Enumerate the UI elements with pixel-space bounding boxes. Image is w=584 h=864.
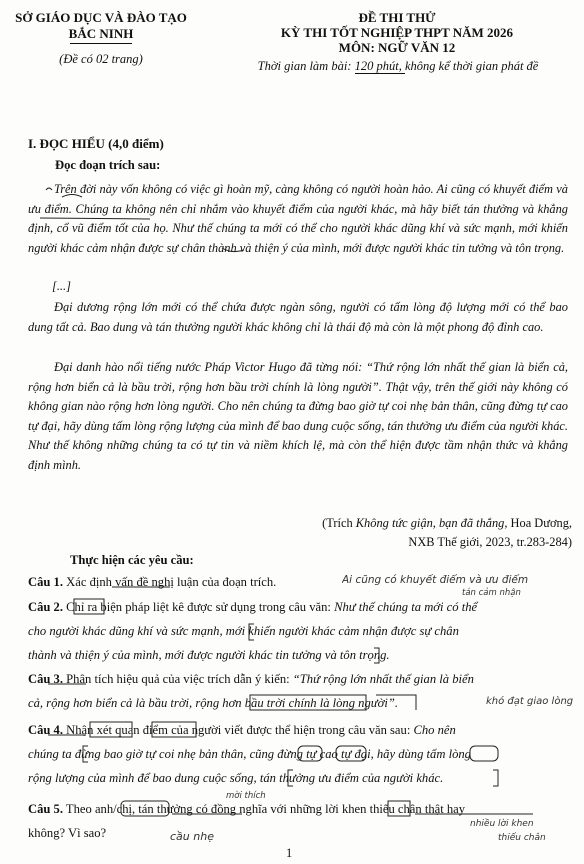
q4-text: Nhận xét quan điểm của người viết được thể hiện trong câu văn sau: — [63, 723, 414, 737]
time-prefix: Thời gian làm bài: — [257, 59, 355, 73]
pen-circle-hay — [470, 746, 498, 761]
q5-text: Theo anh/chị, tán thưởng có đồng nghĩa với những lời khen thiếu chân thật hay — [63, 802, 466, 816]
q5-handwriting-2: nhiều lời khen — [470, 819, 534, 829]
q1-label: Câu 1. — [28, 575, 63, 589]
citation-line-2: NXB Thế giới, 2023, tr.283-284) — [408, 535, 572, 549]
time-allowed — [212, 59, 584, 74]
citation-author: , Hoa Dương, — [504, 516, 572, 530]
question-2-line-2: cho người khác dũng khí và sức mạnh, mới khiến người khác cảm nhận được sự chân — [28, 624, 459, 638]
province-name: BẮC NINH — [68, 26, 134, 41]
exam-title: ĐỀ THI THỬ — [358, 10, 436, 25]
question-2-line-3: thành và thiện ý của mình, mới được người khác tin tưởng và tôn trọng. — [28, 648, 390, 662]
passage-paragraph-3: Đại danh hào nổi tiếng nước Pháp Victor Hugo đã từng nói: “Thứ rộng lớn nhất thế gian là biển cả, rộng hơn biển cả là bầu trời, rộng hơn bầu trời chính là lòng người”. Thật vậy, trên thế giới này không có không gian nào rộng hơn lòng người. Cho nên chúng ta đừng bao giờ tự coi nhẹ bản thân, cũng đừng tự cao tự đại, hãy dùng tấm lòng rộng lượng của mình để bao dung cuộc sống, tán thưởng ưu điểm của người khác. Như thế không những chúng ta có tự tin và niềm khích lệ, mà còn thể hiện được tầm nhận thức và khẳng định mình. — [28, 360, 568, 472]
section-title: I. ĐỌC HIỂU (4,0 điểm) — [28, 136, 164, 151]
passage-ellipsis: [...] — [52, 279, 71, 293]
department-name: SỞ GIÁO DỤC VÀ ĐÀO TẠO — [15, 10, 187, 25]
question-4-line-2: chúng ta đừng bao giờ tự coi nhẹ bản thân, cũng đừng tự cao tự đại, hãy dùng tấm lòng — [28, 747, 471, 761]
q3-handwriting: khó đạt giao lòng — [486, 696, 574, 707]
q4-quote-1: Cho nên — [413, 723, 456, 737]
question-2-line-1 — [28, 599, 477, 616]
question-5-line-1 — [28, 801, 465, 818]
subject-name: MÔN: NGỮ VĂN 12 — [338, 40, 456, 55]
citation-prefix: (Trích — [322, 516, 356, 530]
q3-quote-1: “Thứ rộng lớn nhất thế gian là biển — [292, 672, 474, 686]
q5-label: Câu 5. — [28, 802, 63, 816]
question-3-line-1 — [28, 671, 474, 688]
q5-handwriting-4: cầu nhẹ — [170, 830, 214, 843]
q2-text: Chỉ ra biện pháp liệt kê được sử dụng trong câu văn: — [63, 600, 335, 614]
pages-note: (Đề có 02 trang) — [59, 52, 143, 66]
exam-name: KỲ THI TỐT NGHIỆP THPT NĂM 2026 — [280, 25, 514, 40]
question-1 — [28, 574, 276, 591]
question-5-line-2: không? Vì sao? — [28, 826, 107, 840]
time-suffix: không kể thời gian phát đề — [404, 59, 539, 73]
q4-label: Câu 4. — [28, 723, 63, 737]
passage-intro: Đọc đoạn trích sau: — [55, 158, 161, 172]
tasks-heading: Thực hiện các yêu cầu: — [70, 553, 194, 567]
question-4-line-1 — [28, 722, 456, 739]
q3-text: Phân tích hiệu quả của việc trích dẫn ý kiến: — [63, 672, 293, 686]
q2-label: Câu 2. — [28, 600, 63, 614]
q2-quote-1: Như thế chúng ta mới có thể — [334, 600, 478, 614]
question-4-line-3: rộng lượng của mình để bao dung cuộc sống, tán thưởng ưu điểm của người khác. — [28, 771, 444, 785]
page-number: 1 — [286, 846, 293, 860]
passage-paragraph-2: Đại dương rộng lớn mới có thể chứa được ngàn sông, người có tấm lòng độ lượng mới có thể bao dung tất cả. Bao dung và tán thưởng người khác không chỉ là thái độ mà còn là một phong độ đỉnh cao. — [28, 300, 568, 334]
q5-handwriting-1: mời thích — [226, 791, 266, 801]
q1-handwriting: Ai cũng có khuyết điểm và ưu điểm — [342, 574, 529, 586]
q3-label: Câu 3. — [28, 672, 63, 686]
q5-handwriting-3: thiếu chân — [498, 833, 546, 843]
citation-line-1 — [310, 516, 572, 531]
question-3-line-2: cả, rộng hơn biển cả là bầu trời, rộng hơn bầu trời chính là lòng người”. — [28, 696, 399, 710]
passage-paragraph-1: Trên đời này vốn không có việc gì hoàn mỹ, càng không có người hoàn hảo. Ai cũng có khuyết điểm và ưu điểm. Chúng ta không nên chỉ nhắm vào khuyết điểm của người khác, mà hãy biết tán thưởng và khẳng định, cổ vũ điểm tốt của họ. Như thế chúng ta mới có thể cho người khác dũng khí và sức mạnh, mới khiến người khác cảm nhận được sự chân thành và thiện ý của mình, mới được người khác tin tưởng và tôn trọng. — [28, 182, 568, 255]
time-main: 120 phút, — [354, 59, 405, 73]
q1-handwriting-2: tán cảm nhận — [462, 588, 521, 598]
citation-book: Không tức giận, bạn đã thắng — [355, 516, 505, 530]
q1-text: Xác định vấn đề nghị luận của đoạn trích. — [63, 575, 277, 589]
pen-bracket-q4-3 — [493, 770, 498, 786]
province-underline — [70, 43, 132, 44]
